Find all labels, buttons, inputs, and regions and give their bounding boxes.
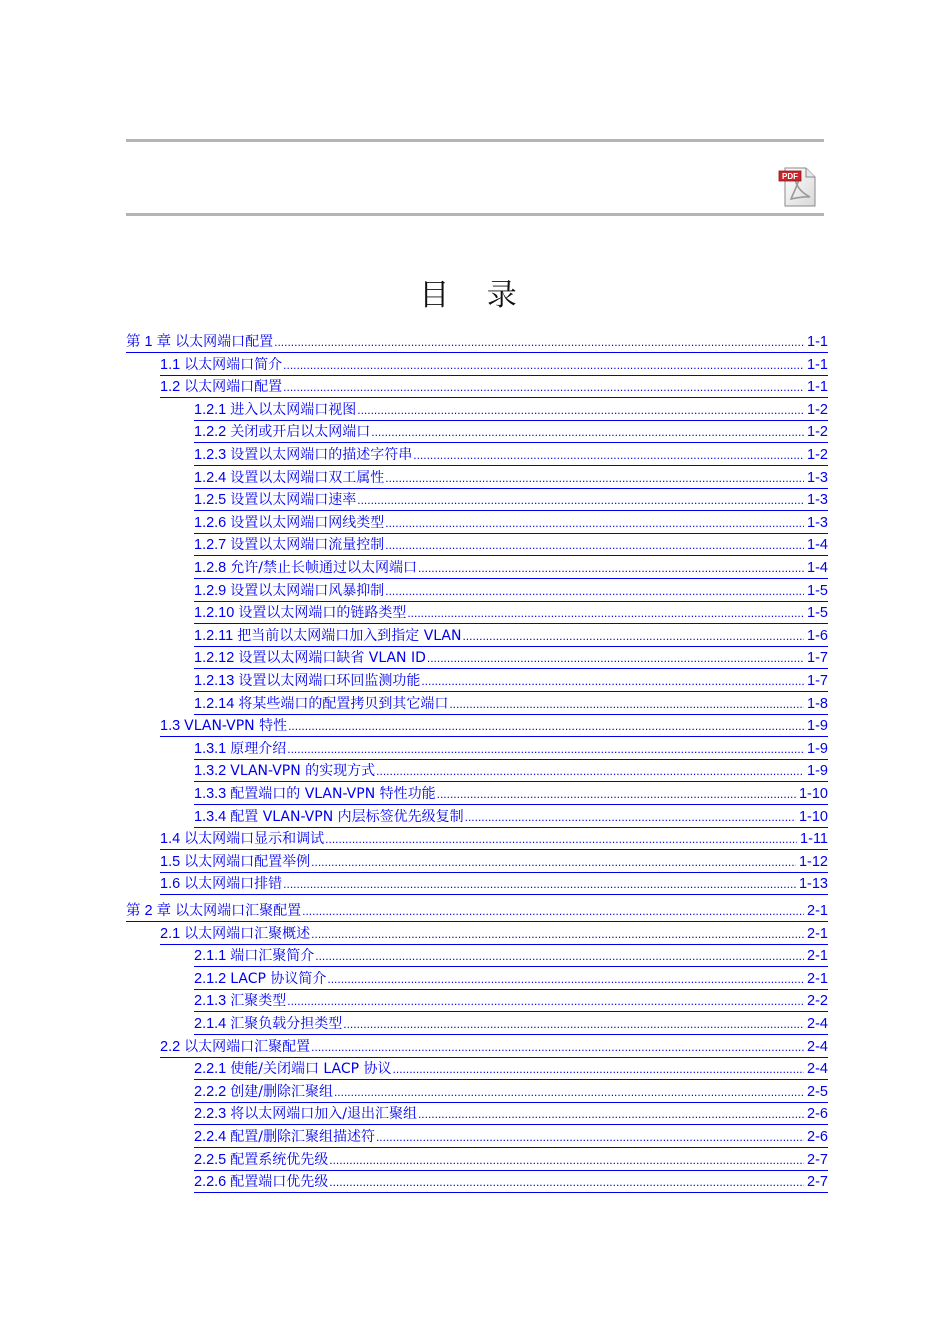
toc-entry-page: 2-6 [807, 1106, 828, 1122]
toc-entry-number: 1.6 [160, 876, 181, 892]
toc-entry-page: 2-2 [807, 993, 828, 1009]
toc-entry[interactable] [194, 947, 828, 967]
toc-entry-number: 第 2 章 [126, 903, 172, 919]
toc-entry-number: 2.2 [160, 1039, 181, 1055]
toc-dot-leader [449, 695, 804, 714]
toc-entry-page: 1-5 [807, 583, 828, 599]
toc-dot-leader [311, 853, 796, 872]
toc-entry-label: 允许/禁止长帧通过以太网端口 [230, 560, 417, 576]
toc-entry-page: 1-13 [798, 876, 828, 892]
toc-dot-leader [283, 356, 804, 375]
toc-entry-label: 设置以太网端口网线类型 [230, 515, 385, 531]
toc-dot-leader [327, 970, 804, 989]
toc-entry-page: 2-4 [807, 1039, 828, 1055]
toc-entry-page: 1-12 [798, 854, 828, 870]
toc-entry-page: 1-2 [807, 447, 828, 463]
toc-entry-page: 1-3 [807, 515, 828, 531]
toc-entry-page: 1-10 [798, 786, 828, 802]
toc-entry-number: 1.3.2 [194, 763, 227, 779]
toc-dot-leader [376, 762, 804, 781]
toc-entry-label: 设置以太网端口风暴抑制 [230, 583, 385, 599]
toc-entry-label: 以太网端口显示和调试 [184, 831, 325, 847]
toc-entry-number: 第 1 章 [126, 334, 172, 350]
toc-entry-number: 1.4 [160, 831, 181, 847]
toc-entry-label: 以太网端口配置 [175, 334, 274, 350]
toc-entry-label: 设置以太网端口速率 [230, 492, 357, 508]
toc-entry[interactable] [160, 717, 828, 737]
toc-entry-label: 设置以太网端口缺省 VLAN ID [238, 650, 426, 666]
toc-title: 目 录 [419, 278, 531, 313]
toc-entry[interactable] [194, 491, 828, 511]
toc-entry-number: 1.2.4 [194, 470, 227, 486]
toc-entry[interactable] [194, 514, 828, 534]
toc-dot-leader [407, 604, 804, 623]
toc-entry-page: 1-7 [807, 650, 828, 666]
toc-entry-page: 1-5 [807, 605, 828, 621]
toc-entry-number: 2.2.4 [194, 1129, 227, 1145]
toc-entry[interactable] [194, 970, 828, 990]
toc-dot-leader [315, 947, 804, 966]
toc-entry-label: 进入以太网端口视图 [230, 402, 357, 418]
toc-entry-page: 1-1 [807, 334, 828, 350]
toc-dot-leader [418, 1105, 804, 1124]
toc-entry-label: 以太网端口配置举例 [184, 854, 311, 870]
toc-entry-page: 1-4 [807, 560, 828, 576]
toc-dot-leader [283, 378, 804, 397]
toc-entry-label: 以太网端口配置 [184, 379, 283, 395]
toc-dot-leader [418, 559, 804, 578]
toc-entry-label: 设置以太网端口流量控制 [230, 537, 385, 553]
toc-entry-label: 配置端口优先级 [230, 1174, 329, 1190]
toc-entry[interactable] [194, 423, 828, 443]
toc-entry-number: 1.3 [160, 718, 181, 734]
toc-entry[interactable] [160, 378, 828, 398]
toc-entry-number: 1.2.8 [194, 560, 227, 576]
toc-entry-number: 1.2.1 [194, 402, 227, 418]
toc-entry[interactable] [194, 785, 828, 805]
toc-dot-leader [385, 469, 804, 488]
toc-entry-page: 1-1 [807, 379, 828, 395]
toc-dot-leader [413, 446, 804, 465]
toc-entry-page: 1-4 [807, 537, 828, 553]
toc-dot-leader [385, 536, 804, 555]
toc-entry-number: 2.1.2 [194, 971, 227, 987]
toc-entry[interactable] [194, 808, 828, 828]
toc-entry-page: 1-10 [798, 809, 828, 825]
toc-entry[interactable] [194, 1015, 828, 1035]
toc-entry-page: 1-3 [807, 470, 828, 486]
toc-entry-label: 配置 VLAN-VPN 内层标签优先级复制 [230, 809, 464, 825]
toc-dot-leader [343, 1015, 804, 1034]
toc-entry-page: 1-3 [807, 492, 828, 508]
toc-entry[interactable] [194, 992, 828, 1012]
toc-entry[interactable] [194, 672, 828, 692]
toc-entry[interactable] [194, 1151, 828, 1171]
toc-entry-label: 配置/删除汇聚组描述符 [230, 1129, 375, 1145]
toc-entry-label: 以太网端口汇聚配置 [175, 903, 302, 919]
toc-entry[interactable] [194, 536, 828, 556]
toc-entry-page: 1-2 [807, 424, 828, 440]
toc-entry-page: 1-9 [807, 741, 828, 757]
toc-entry-page: 2-1 [807, 971, 828, 987]
toc-entry-page: 2-1 [807, 926, 828, 942]
toc-entry-number: 2.1.1 [194, 948, 227, 964]
toc-entry-page: 2-7 [807, 1152, 828, 1168]
toc-entry-label: 使能/关闭端口 LACP 协议 [230, 1061, 392, 1077]
toc-entry[interactable] [194, 1105, 828, 1125]
toc-entry-label: 设置以太网端口环回监测功能 [238, 673, 421, 689]
toc-entry[interactable] [194, 1128, 828, 1148]
toc-entry-page: 2-7 [807, 1174, 828, 1190]
toc-entry-number: 1.3.1 [194, 741, 227, 757]
toc-entry[interactable] [160, 830, 828, 850]
toc-entry-label: 端口汇聚简介 [230, 948, 315, 964]
toc-entry-label: LACP 协议简介 [230, 971, 327, 987]
toc-entry-label: 将以太网端口加入/退出汇聚组 [230, 1106, 417, 1122]
toc-entry-number: 1.2.9 [194, 583, 227, 599]
toc-entry-page: 1-7 [807, 673, 828, 689]
toc-entry[interactable] [126, 902, 828, 922]
toc-entry[interactable] [194, 762, 828, 782]
toc-entry-label: 配置系统优先级 [230, 1152, 329, 1168]
toc-dot-leader [385, 514, 804, 533]
toc-entry-label: 汇聚负载分担类型 [230, 1016, 343, 1032]
toc-entry-label: 原理介绍 [230, 741, 287, 757]
toc-entry[interactable] [160, 875, 828, 895]
toc-entry-page: 1-11 [800, 831, 828, 847]
toc-entry-number: 1.2.3 [194, 447, 227, 463]
toc-dot-leader [274, 333, 804, 352]
toc-dot-leader [302, 902, 804, 921]
toc-entry[interactable] [194, 1173, 828, 1193]
toc-entry-label: 将某些端口的配置拷贝到其它端口 [238, 696, 449, 712]
toc-dot-leader [385, 582, 804, 601]
toc-dot-leader [329, 1173, 804, 1192]
toc-entry-label: 设置以太网端口的描述字符串 [230, 447, 413, 463]
toc-entry-label: VLAN-VPN 特性 [184, 718, 288, 734]
toc-entry-number: 1.2 [160, 379, 181, 395]
toc-entry-number: 2.2.5 [194, 1152, 227, 1168]
toc-entry-page: 1-1 [807, 357, 828, 373]
toc-entry-label: 以太网端口汇聚概述 [184, 926, 311, 942]
toc-entry-label: 配置端口的 VLAN-VPN 特性功能 [230, 786, 436, 802]
toc-entry[interactable] [194, 559, 828, 579]
toc-dot-leader [376, 1128, 804, 1147]
toc-entry-page: 2-4 [807, 1061, 828, 1077]
toc-dot-leader [437, 785, 796, 804]
toc-entry-page: 2-5 [807, 1084, 828, 1100]
toc-entry-number: 2.2.3 [194, 1106, 227, 1122]
toc-entry-number: 2.1.4 [194, 1016, 227, 1032]
toc-entry[interactable] [194, 695, 828, 715]
toc-dot-leader [311, 925, 804, 944]
toc-entry-page: 1-2 [807, 402, 828, 418]
toc-dot-leader [283, 875, 796, 894]
toc-dot-leader [287, 992, 804, 1011]
toc-entry[interactable] [194, 1060, 828, 1080]
toc-entry-number: 1.2.6 [194, 515, 227, 531]
toc-entry-label: 把当前以太网端口加入到指定 VLAN [237, 628, 462, 644]
pdf-icon-label: PDF [782, 172, 798, 181]
toc-entry-label: VLAN-VPN 的实现方式 [230, 763, 376, 779]
toc-dot-leader [393, 1060, 804, 1079]
toc-entry[interactable] [194, 627, 828, 647]
toc-entry[interactable] [160, 925, 828, 945]
toc-entry-page: 1-9 [807, 718, 828, 734]
toc-entry-number: 2.1.3 [194, 993, 227, 1009]
toc-entry-label: 关闭或开启以太网端口 [230, 424, 371, 440]
toc-dot-leader [311, 1038, 804, 1057]
toc-entry[interactable] [194, 401, 828, 421]
toc-entry-label: 汇聚类型 [230, 993, 287, 1009]
toc-entry-number: 1.2.7 [194, 537, 227, 553]
toc-entry[interactable] [160, 853, 828, 873]
toc-entry-page: 2-1 [807, 903, 828, 919]
toc-entry-label: 以太网端口汇聚配置 [184, 1039, 311, 1055]
toc-entry-number: 1.2.2 [194, 424, 227, 440]
toc-entry-number: 2.2.2 [194, 1084, 227, 1100]
toc-entry-number: 2.1 [160, 926, 181, 942]
toc-dot-leader [462, 627, 804, 646]
toc-dot-leader [334, 1083, 804, 1102]
toc-entry-number: 2.2.1 [194, 1061, 227, 1077]
toc-dot-leader [288, 717, 804, 736]
toc-dot-leader [325, 830, 797, 849]
toc-entry-number: 1.2.11 [194, 628, 234, 644]
toc-entry[interactable] [194, 446, 828, 466]
toc-entry-page: 2-1 [807, 948, 828, 964]
toc-entry-page: 1-8 [807, 696, 828, 712]
toc-entry[interactable] [194, 1083, 828, 1103]
toc-entry-number: 1.2.5 [194, 492, 227, 508]
toc-entry-label: 设置以太网端口双工属性 [230, 470, 385, 486]
toc-entry[interactable] [160, 356, 828, 376]
toc-dot-leader [421, 672, 804, 691]
toc-dot-leader [287, 740, 804, 759]
toc-entry-number: 1.2.10 [194, 605, 235, 621]
toc-entry-page: 2-4 [807, 1016, 828, 1032]
toc-entry[interactable] [194, 582, 828, 602]
toc-entry-number: 1.2.14 [194, 696, 235, 712]
toc-entry[interactable] [194, 469, 828, 489]
toc-dot-leader [427, 649, 804, 668]
toc-entry-number: 1.5 [160, 854, 181, 870]
toc-entry-number: 1.3.3 [194, 786, 227, 802]
toc-entry[interactable] [194, 604, 828, 624]
toc-entry[interactable] [126, 333, 828, 353]
toc-entry-label: 以太网端口排错 [184, 876, 283, 892]
toc-dot-leader [357, 401, 804, 420]
toc-entry-number: 1.1 [160, 357, 181, 373]
toc-entry-label: 创建/删除汇聚组 [230, 1084, 333, 1100]
toc-entry-page: 2-6 [807, 1129, 828, 1145]
toc-entry-page: 1-6 [807, 628, 828, 644]
toc-dot-leader [357, 491, 804, 510]
toc-entry[interactable] [194, 649, 828, 669]
toc-entry-number: 1.2.12 [194, 650, 235, 666]
toc-dot-leader [465, 808, 796, 827]
toc-entry[interactable] [194, 740, 828, 760]
toc-entry-label: 以太网端口简介 [184, 357, 283, 373]
toc-entry-page: 1-9 [807, 763, 828, 779]
toc-entry-number: 2.2.6 [194, 1174, 227, 1190]
toc-entry[interactable] [160, 1038, 828, 1058]
toc-entry-number: 1.3.4 [194, 809, 227, 825]
toc-entry-label: 设置以太网端口的链路类型 [238, 605, 407, 621]
toc-dot-leader [329, 1151, 804, 1170]
toc-entry-number: 1.2.13 [194, 673, 235, 689]
toc-dot-leader [371, 423, 804, 442]
